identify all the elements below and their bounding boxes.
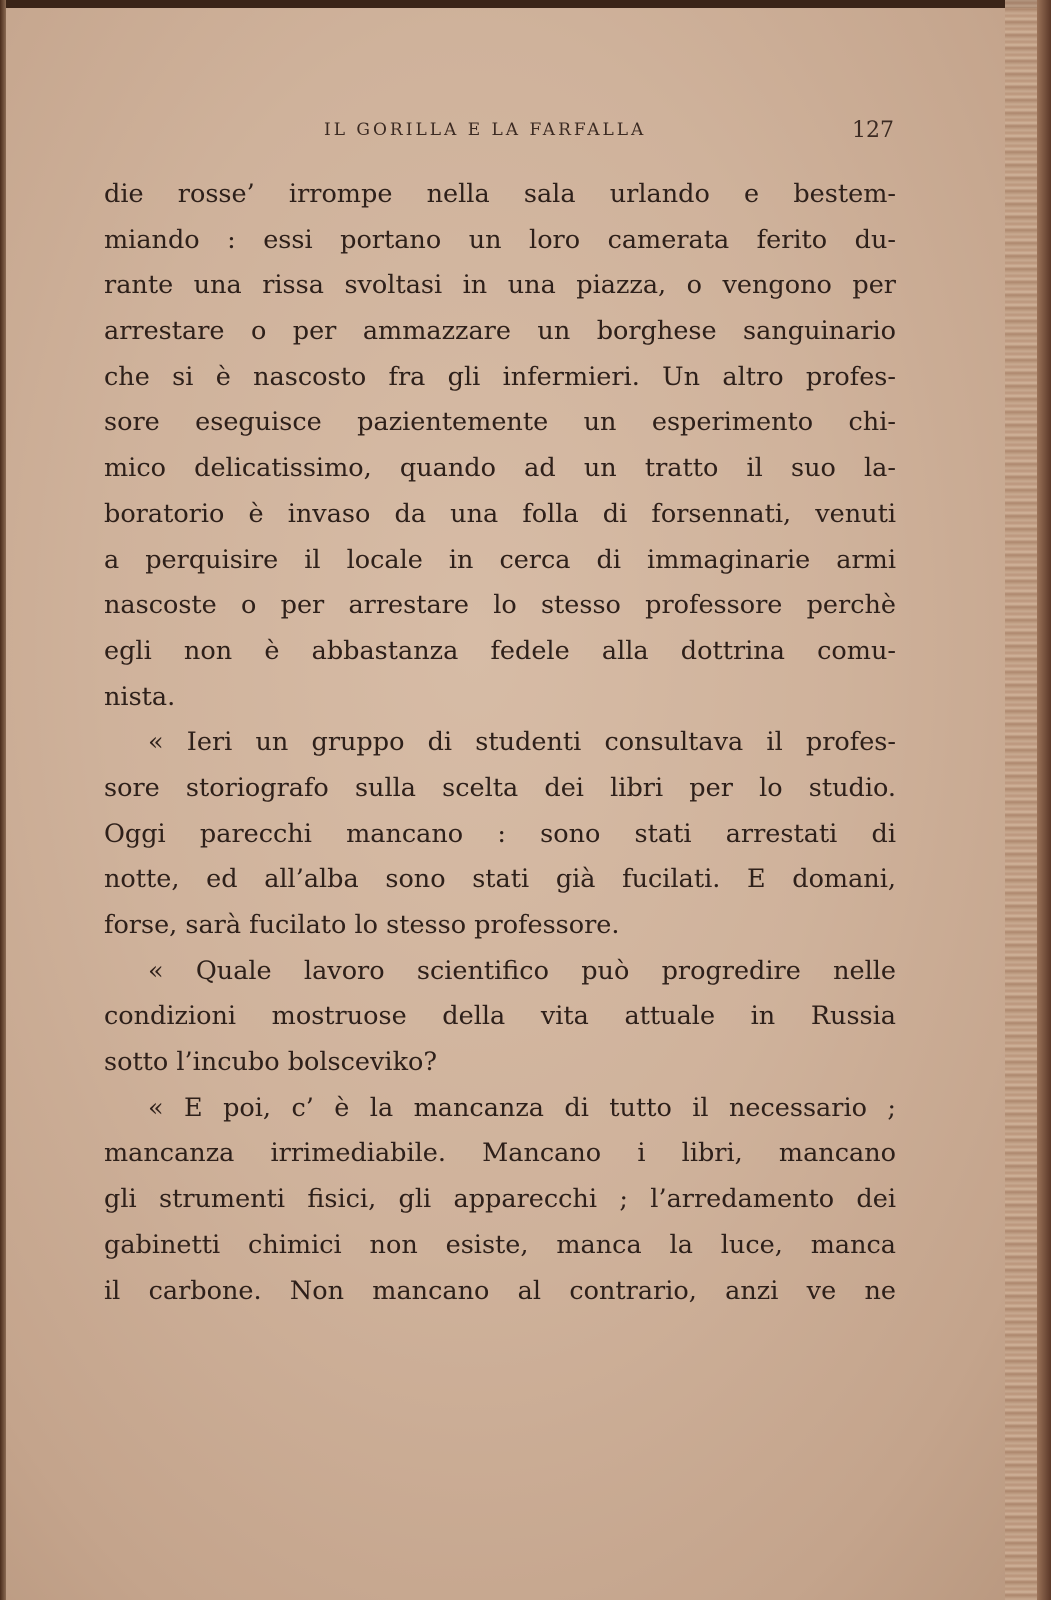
text-line: « Ieri un gruppo di studenti consultava il profes- xyxy=(148,727,896,758)
text-line: egli non è abbastanza fedele alla dottrina comu- xyxy=(104,635,896,666)
text-line: sore storiografo sulla scelta dei libri per lo studio. xyxy=(104,772,896,803)
text-line: arrestare o per ammazzare un borghese sanguinario xyxy=(104,316,896,347)
running-header xyxy=(104,118,900,148)
book-spine-edge xyxy=(1037,0,1051,1600)
text-line: condizioni mostruose della vita attuale in Russia xyxy=(104,1001,896,1032)
text-line: il carbone. Non mancano al contrario, anzi ve ne xyxy=(104,1275,896,1306)
body-text xyxy=(104,172,896,1314)
text-line: mico delicatissimo, quando ad un tratto il suo la- xyxy=(104,453,896,484)
text-line: gli strumenti fisici, gli apparecchi ; l’arredamento dei xyxy=(104,1184,896,1215)
text-line: nista. xyxy=(104,681,176,712)
text-line: die rosse’ irrompe nella sala urlando e bestem- xyxy=(104,179,896,209)
text-line: boratorio è invaso da una folla di forsennati, venuti xyxy=(104,498,896,529)
text-line: sotto l’incubo bolsceviko? xyxy=(104,1047,438,1078)
page-left-edge xyxy=(0,0,6,1600)
text-line: notte, ed all’alba sono stati già fucilati. E domani, xyxy=(104,864,896,895)
running-title: IL GORILLA E LA FARFALLA xyxy=(324,120,647,140)
page-top-shadow xyxy=(0,0,1051,8)
text-line: « Quale lavoro scientifico può progredire nelle xyxy=(148,955,896,986)
text-line: Oggi parecchi mancano : sono stati arrestati di xyxy=(104,818,896,849)
page-number: 127 xyxy=(852,118,894,143)
text-line: che si è nascosto fra gli infermieri. Un altro profes- xyxy=(104,361,896,392)
text-line: miando : essi portano un loro camerata ferito du- xyxy=(104,224,896,255)
text-line: a perquisire il locale in cerca di immaginarie armi xyxy=(104,544,896,575)
text-line: « E poi, c’ è la mancanza di tutto il necessario ; xyxy=(148,1092,896,1123)
text-line: mancanza irrimediabile. Mancano i libri, mancano xyxy=(104,1138,896,1169)
text-line: rante una rissa svoltasi in una piazza, o vengono per xyxy=(104,270,896,301)
text-line: forse, sarà fucilato lo stesso professore. xyxy=(104,910,620,940)
text-line: gabinetti chimici non esiste, manca la luce, manca xyxy=(104,1229,896,1260)
text-line: sore eseguisce pazientemente un esperimento chi- xyxy=(104,407,896,438)
text-line: nascoste o per arrestare lo stesso professore perchè xyxy=(104,590,896,621)
